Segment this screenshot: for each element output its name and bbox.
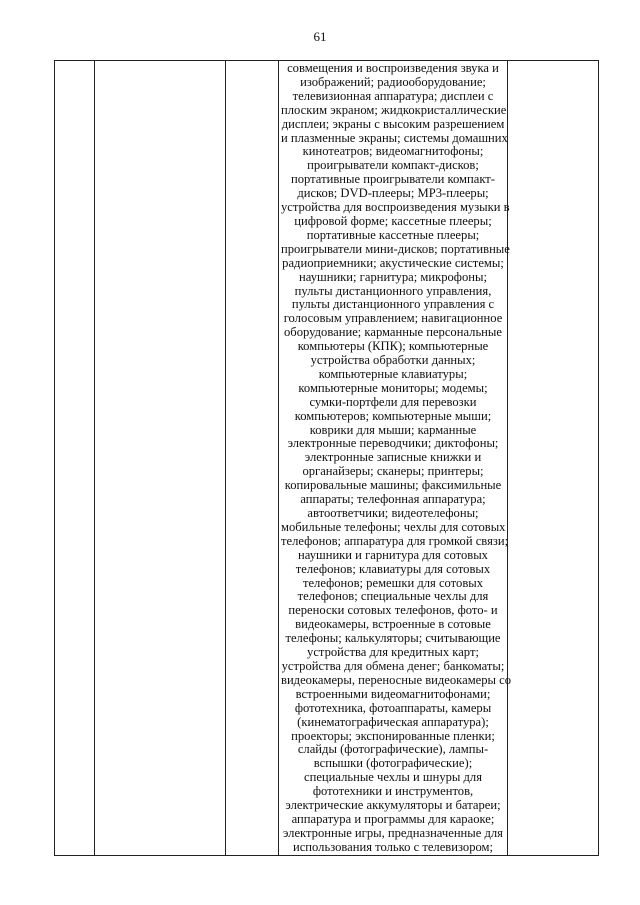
text-line: электронные записные книжки и [304,450,482,465]
text-line: вспышки (фотографические); [313,756,473,771]
text-line: дисплеи; экраны с высоким разрешением [281,116,505,131]
text-line: автоответчики; видеотелефоны; [307,506,479,520]
text-line: изображений; радиооборудование; [300,74,486,89]
text-line: проигрыватели мини-дисков; портативные [281,241,510,256]
text-line: компьютерные клавиатуры; [318,366,468,381]
text-line: встроенными видеомагнитофонами; [295,686,491,701]
text-line: телефоны; калькуляторы; считывающие [285,631,501,646]
text-line: электронные игры, предназначенные для [283,825,503,840]
text-line: видеокамеры, переносные видеокамеры со [281,672,512,687]
table-cell-col5 [508,61,599,856]
text-line: устройства для обмена денег; банкоматы; [281,658,505,673]
text-line: наушники; гарнитура; микрофоны; [299,269,487,284]
text-line: фототехники и инструментов, [312,784,474,799]
text-line: портативные проигрыватели компакт- [290,172,495,187]
text-line: радиоприемники; акустические системы; [282,255,504,270]
text-line: компьютеров; компьютерные мыши; [294,408,492,423]
text-line: дисков; DVD-плееры; MP3-плееры; [297,186,489,201]
text-line: устройства для воспроизведения музыки в [281,200,510,215]
goods-table [54,60,599,856]
goods-list-cell [279,61,512,856]
text-line: электронные переводчики; диктофоны; [287,436,499,451]
text-line: компьютеры (КПК); компьютерные [297,339,489,354]
text-line: аппаратура и программы для караоке; [291,811,495,826]
text-line: пульты дистанционного управления, [294,283,492,298]
text-line: переноски сотовых телефонов, фото- и [288,603,498,618]
text-line: устройства обработки данных; [310,353,476,368]
text-line: устройства для кредитных карт; [307,645,479,660]
text-line: компьютерные мониторы; модемы; [298,380,488,395]
text-line: аппараты; телефонная аппаратура; [300,492,486,507]
text-line: цифровой форме; кассетные плееры; [294,213,492,228]
text-line: органайзеры; сканеры; принтеры; [302,464,484,479]
text-line: фототехника, фотоаппараты, камеры [294,700,492,715]
text-line: и плазменные экраны; системы домашних [281,130,508,145]
text-line: телефонов; специальные чехлы для [297,589,489,604]
text-line: голосовым управлением; навигационное [283,311,503,326]
text-line: слайды (фотографические), лампы- [297,742,489,757]
table-cell-col3 [226,61,279,856]
text-line: копировальные машины; факсимильные [284,478,502,493]
text-line: портативные кассетные плееры; [306,227,480,242]
text-line: видеокамеры, встроенные в сотовые [295,617,491,632]
text-line: мобильные телефоны; чехлы для сотовых [281,519,506,534]
text-line: кинотеатров; видеомагнитофоны; [302,144,484,159]
text-line: использования только с телевизором; [292,839,494,854]
text-line: проигрыватели компакт-дисков; [307,158,479,173]
text-line: плоским экраном; жидкокристаллические [281,102,507,117]
text-line: наушники и гарнитура для сотовых [298,547,488,562]
text-line: (кинематографическая аппаратура); [297,714,489,729]
page-number: 61 [313,29,327,44]
text-line: оборудование; карманные персональные [284,325,502,340]
table-cell-col2 [95,61,226,856]
text-line: телефонов; клавиатуры для сотовых [295,561,491,576]
text-line: проекторы; экспонированные пленки; [291,728,495,743]
text-line: сумки-портфели для перевозки [309,394,477,409]
text-line: пульты дистанционного управления с [291,297,495,312]
text-line: телефонов; ремешки для сотовых [302,575,484,590]
table-cell-col1 [55,61,95,856]
text-line: коврики для мыши; карманные [309,422,477,437]
text-line: специальные чехлы и шнуры для [303,770,483,785]
table-row [55,61,599,856]
text-line: телефонов; аппаратура для громкой связи; [281,533,509,548]
text-line: электрические аккумуляторы и батареи; [285,798,501,813]
text-line: телевизионная аппаратура; дисплеи с [292,88,494,103]
text-line: совмещения и воспроизведения звука и [287,61,499,75]
